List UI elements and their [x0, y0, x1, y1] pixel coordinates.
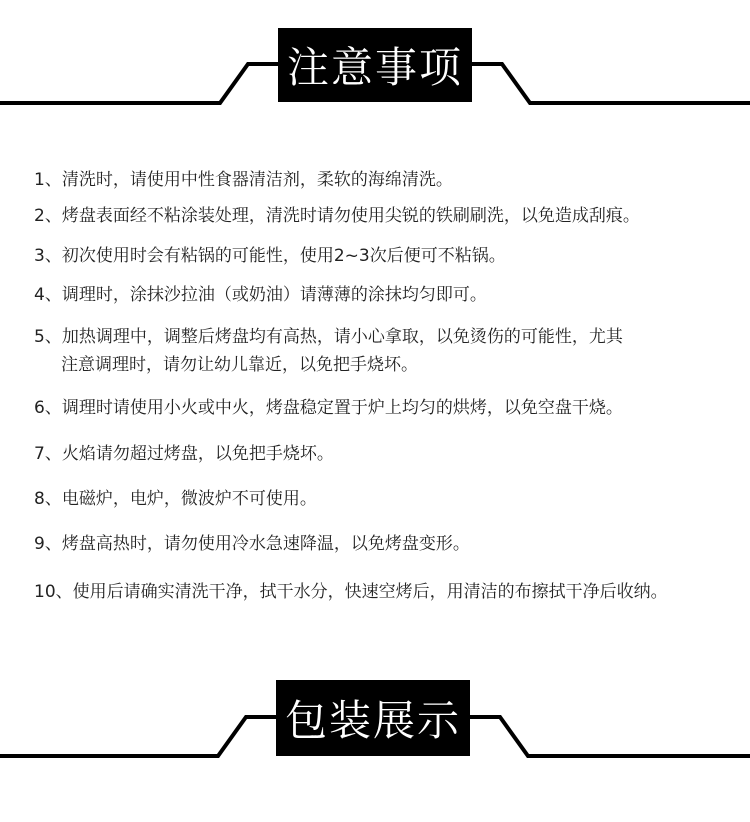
list-item: [34, 166, 453, 194]
item-number: 5、: [34, 327, 62, 347]
item-number: 9、: [34, 534, 62, 554]
item-text: 调理时请使用小火或中火，烤盘稳定置于炉上均匀的烘烤，以免空盘干烧。: [61, 398, 623, 418]
list-item: [34, 323, 623, 379]
list-item: [34, 440, 334, 468]
item-text-continued: 注意调理时，请勿让幼儿靠近，以免把手烧坏。: [61, 355, 418, 375]
list-item: [34, 242, 506, 270]
item-text: 加热调理中，调整后烤盘均有高热，请小心拿取，以免烫伤的可能性，尤其: [61, 327, 623, 347]
item-text: 火焰请勿超过烤盘，以免把手烧坏。: [61, 444, 334, 464]
item-number: 8、: [34, 489, 62, 509]
item-text: 初次使用时会有粘锅的可能性，使用2~3次后便可不粘锅。: [61, 246, 506, 266]
item-number: 10、: [34, 582, 73, 602]
item-number: 4、: [34, 285, 62, 305]
item-number: 1、: [34, 170, 62, 190]
item-text: 电磁炉，电炉，微波炉不可使用。: [61, 489, 317, 509]
list-item: [34, 281, 487, 309]
packaging-title: 包装展示: [276, 680, 470, 756]
notice-title: 注意事项: [278, 28, 472, 102]
item-text: 清洗时，请使用中性食器清洁剂，柔软的海绵清洗。: [61, 170, 453, 190]
item-number: 6、: [34, 398, 62, 418]
packaging-banner: [0, 680, 750, 770]
item-number: 7、: [34, 444, 62, 464]
item-text: 烤盘表面经不粘涂装处理，清洗时请勿使用尖锐的铁刷刷洗，以免造成刮痕。: [61, 206, 640, 226]
list-item: [34, 394, 623, 422]
list-item: [34, 202, 640, 230]
item-number: 2、: [34, 206, 62, 226]
item-text: 烤盘高热时，请勿使用冷水急速降温，以免烤盘变形。: [61, 534, 470, 554]
notice-banner: [0, 28, 750, 118]
item-number: 3、: [34, 246, 62, 266]
list-item: [34, 485, 317, 513]
item-text: 调理时，涂抹沙拉油（或奶油）请薄薄的涂抹均匀即可。: [61, 285, 487, 305]
item-text: 使用后请确实清洗干净，拭干水分，快速空烤后，用清洁的布擦拭干净后收纳。: [72, 582, 668, 602]
list-item: [34, 578, 668, 606]
list-item: [34, 530, 470, 558]
